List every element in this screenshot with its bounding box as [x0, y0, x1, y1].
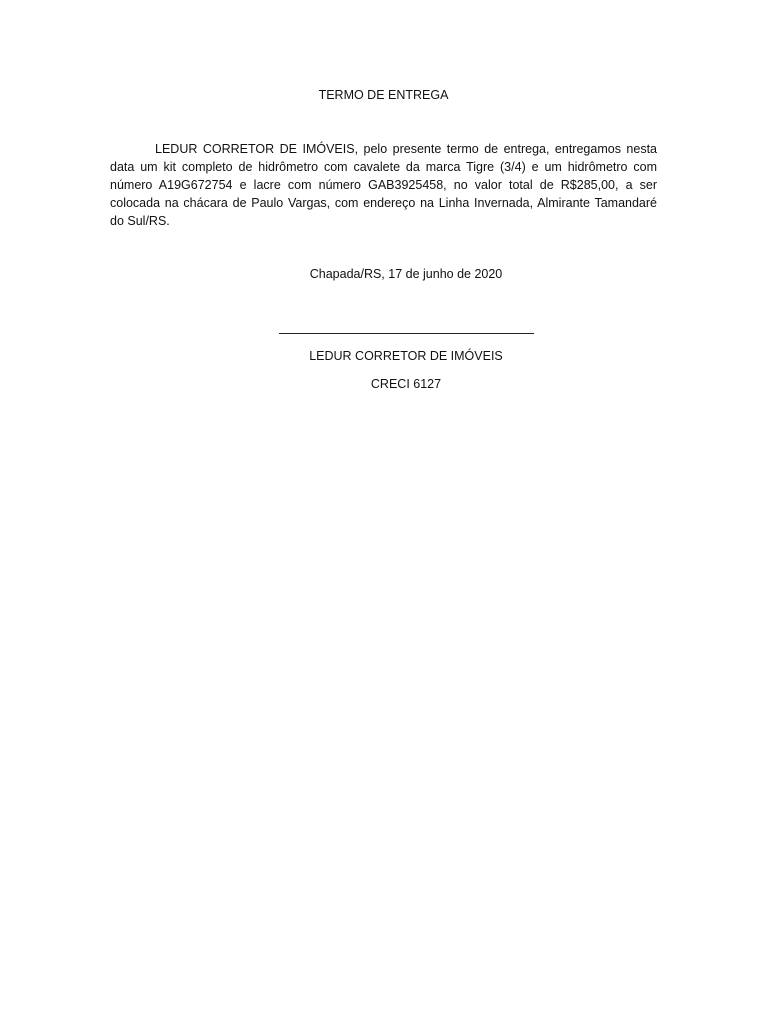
signature-line — [279, 333, 534, 334]
document-title: TERMO DE ENTREGA — [318, 88, 449, 102]
document-body: LEDUR CORRETOR DE IMÓVEIS, pelo presente termo de entrega, entregamos nesta data um kit completo de hidrômetro com cavalete da marca Tigre (3/4) e um hidrômetro com número A19G672754 e lacre com número GAB3925458, no valor total de R$285,00, a ser colocada na chácara de Paulo Vargas, com endereço na Linha Invernada, Almirante Tamandaré do Sul/RS. — [110, 142, 657, 228]
signatory-name: LEDUR CORRETOR DE IMÓVEIS — [309, 349, 503, 363]
signatory-creci: CRECI 6127 — [370, 377, 442, 391]
place-and-date: Chapada/RS, 17 de junho de 2020 — [309, 267, 503, 281]
